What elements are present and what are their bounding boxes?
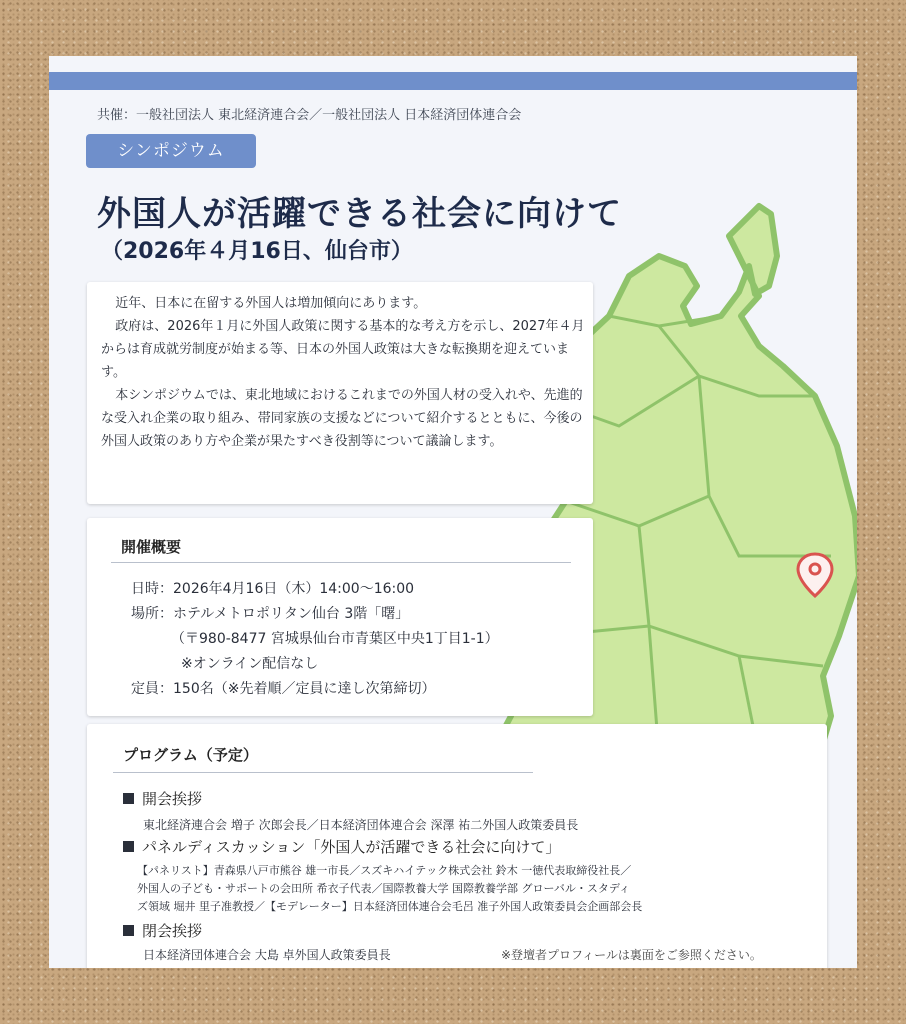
program-item-title: パネルディスカッション「外国人が活躍できる社会に向けて」 — [123, 836, 560, 857]
flyer — [49, 56, 857, 968]
overview-card — [87, 518, 593, 716]
program-item-detail: 【パネリスト】青森県八戸市熊谷 雄一市長／スズキハイテック株式会社 鈴木 一徳代表取締役社長／ — [137, 864, 632, 877]
program-divider — [113, 772, 533, 773]
square-bullet-icon — [123, 925, 134, 936]
program-item-detail: 日本経済団体連合会 大島 卓外国人政策委員長 — [143, 948, 391, 962]
intro-paragraph-3: 本シンポジウムでは、東北地域におけるこれまでの外国人材の受入れや、先進的な受入れ企業の取り組み、帯同家族の支援などについて紹介するとともに、今後の外国人政策のあり方や企業が果たすべき役割等について議論します。 — [101, 388, 583, 449]
event-capacity: 定員：150名（※先着順／定員に達し次第締切） — [131, 681, 436, 697]
square-bullet-icon — [123, 841, 134, 852]
page-subtitle: （2026年４月16日、仙台市） — [101, 239, 413, 264]
top-accent-bar — [49, 72, 857, 90]
intro-paragraph-1: 近年、日本に在留する外国人は増加傾向にあります。 — [115, 296, 427, 311]
online-note: ※オンライン配信なし — [181, 656, 319, 672]
square-bullet-icon — [123, 793, 134, 804]
program-item-detail: 東北経済連合会 増子 次郎会長／日本経済団体連合会 深澤 祐二外国人政策委員長 — [143, 818, 579, 832]
program-item-detail: 外国人の子ども・サポートの会田所 希衣子代表／国際教養大学 国際教養学部 グローバル・スタディ — [137, 882, 631, 895]
page-title: 外国人が活躍できる社会に向けて — [97, 194, 622, 234]
profile-note: ※登壇者プロフィールは裏面をご参照ください。 — [501, 948, 762, 962]
event-venue: 場所：ホテルメトロポリタン仙台 3階「曙」 — [131, 606, 410, 622]
program-card — [87, 724, 827, 968]
event-address: （〒980-8477 宮城県仙台市青葉区中央1丁目1-1） — [171, 631, 499, 647]
event-date: 日時：2026年4月16日（木）14:00～16:00 — [131, 581, 415, 597]
program-item-title: 開会挨拶 — [123, 788, 202, 809]
event-type-badge: シンポジウム — [86, 134, 256, 168]
program-item-title: 閉会挨拶 — [123, 920, 202, 941]
intro-paragraph-2: 政府は、2026年１月に外国人政策に関する基本的な考え方を示し、2027年４月からは育成就労制度が始まる等、日本の外国人政策は大きな転換期を迎えています。 — [101, 319, 585, 380]
overview-divider — [111, 562, 571, 563]
organizers: 共催：一般社団法人 東北経済連合会／一般社団法人 日本経済団体連合会 — [97, 108, 522, 123]
overview-heading: 開催概要 — [121, 538, 182, 556]
intro-card — [87, 282, 593, 504]
program-item-detail: ズ領域 堀井 里子准教授／【モデレーター】日本経済団体連合会毛呂 准子外国人政策委員会企画部会長 — [137, 900, 643, 913]
program-heading: プログラム（予定） — [123, 746, 258, 764]
